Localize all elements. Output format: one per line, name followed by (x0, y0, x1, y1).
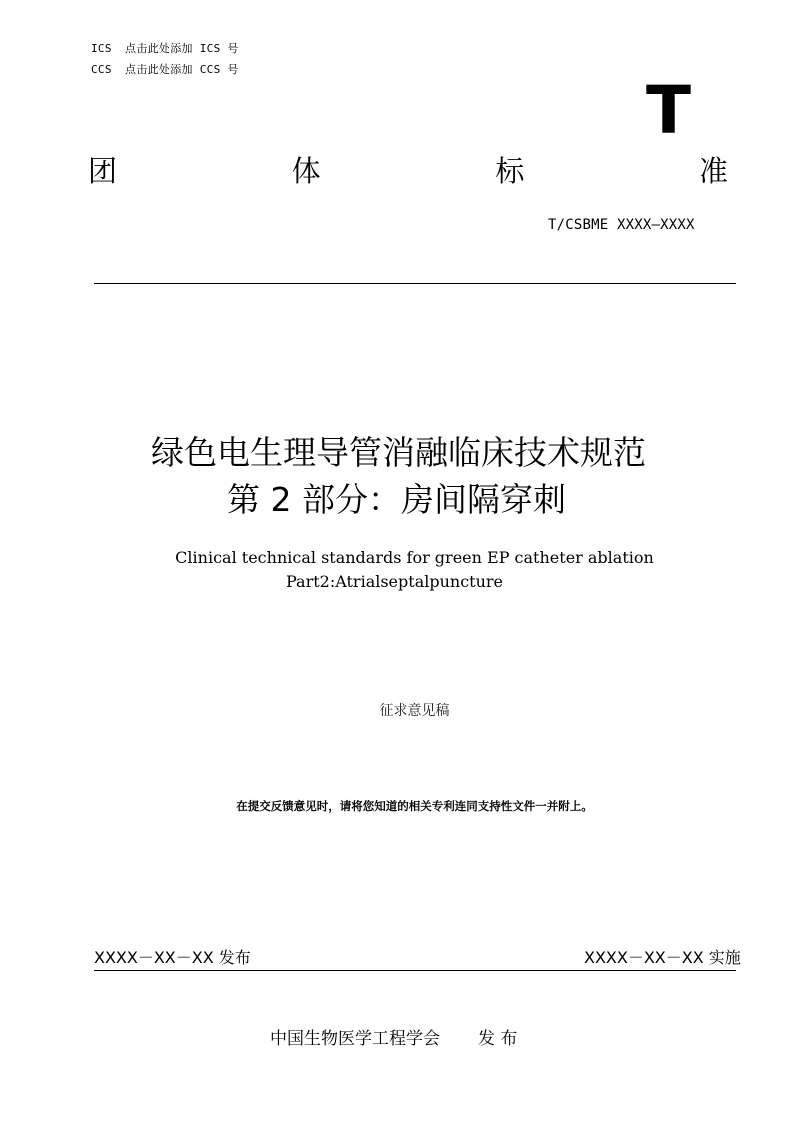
standard-number: T/CSBME XXXX—XXXX (548, 217, 695, 233)
ccs-value[interactable]: 点击此处添加 CCS 号 (125, 63, 239, 76)
title-cn-line2: 第 2 部分：房间隔穿刺 (227, 480, 566, 519)
ccs-label: CCS (91, 63, 112, 76)
publish-date: XXXX－XX－XX 发布 (94, 948, 251, 967)
standard-type-char: 准 (698, 154, 728, 188)
standard-type-char: 标 (495, 154, 525, 188)
title-en-line2: Part2:Atrialseptalpuncture (285, 572, 504, 591)
issuer-name: 中国生物医学工程学会 (270, 1029, 440, 1049)
standard-type-heading (88, 153, 728, 189)
ccs-line (91, 61, 239, 77)
header-divider (94, 283, 736, 284)
ics-value[interactable]: 点击此处添加 ICS 号 (125, 42, 239, 55)
issuer-line (270, 1024, 517, 1049)
standard-type-char: 团 (88, 154, 118, 188)
draft-status: 征求意见稿 (379, 703, 450, 719)
footer-divider (94, 970, 736, 971)
issue-action: 发 布 (478, 1029, 518, 1049)
title-cn-line1: 绿色电生理导管消融临床技术规范 (151, 433, 646, 472)
title-en-line1: Clinical technical standards for green EP catheter ablation (175, 548, 654, 567)
implement-date: XXXX－XX－XX 实施 (584, 948, 741, 967)
ics-label: ICS (91, 42, 112, 55)
patent-notice: 在提交反馈意见时，请将您知道的相关专利连同支持性文件一并附上。 (236, 799, 593, 813)
category-letter: T (646, 72, 692, 149)
standard-type-char: 体 (291, 154, 321, 188)
ics-line (91, 40, 239, 56)
